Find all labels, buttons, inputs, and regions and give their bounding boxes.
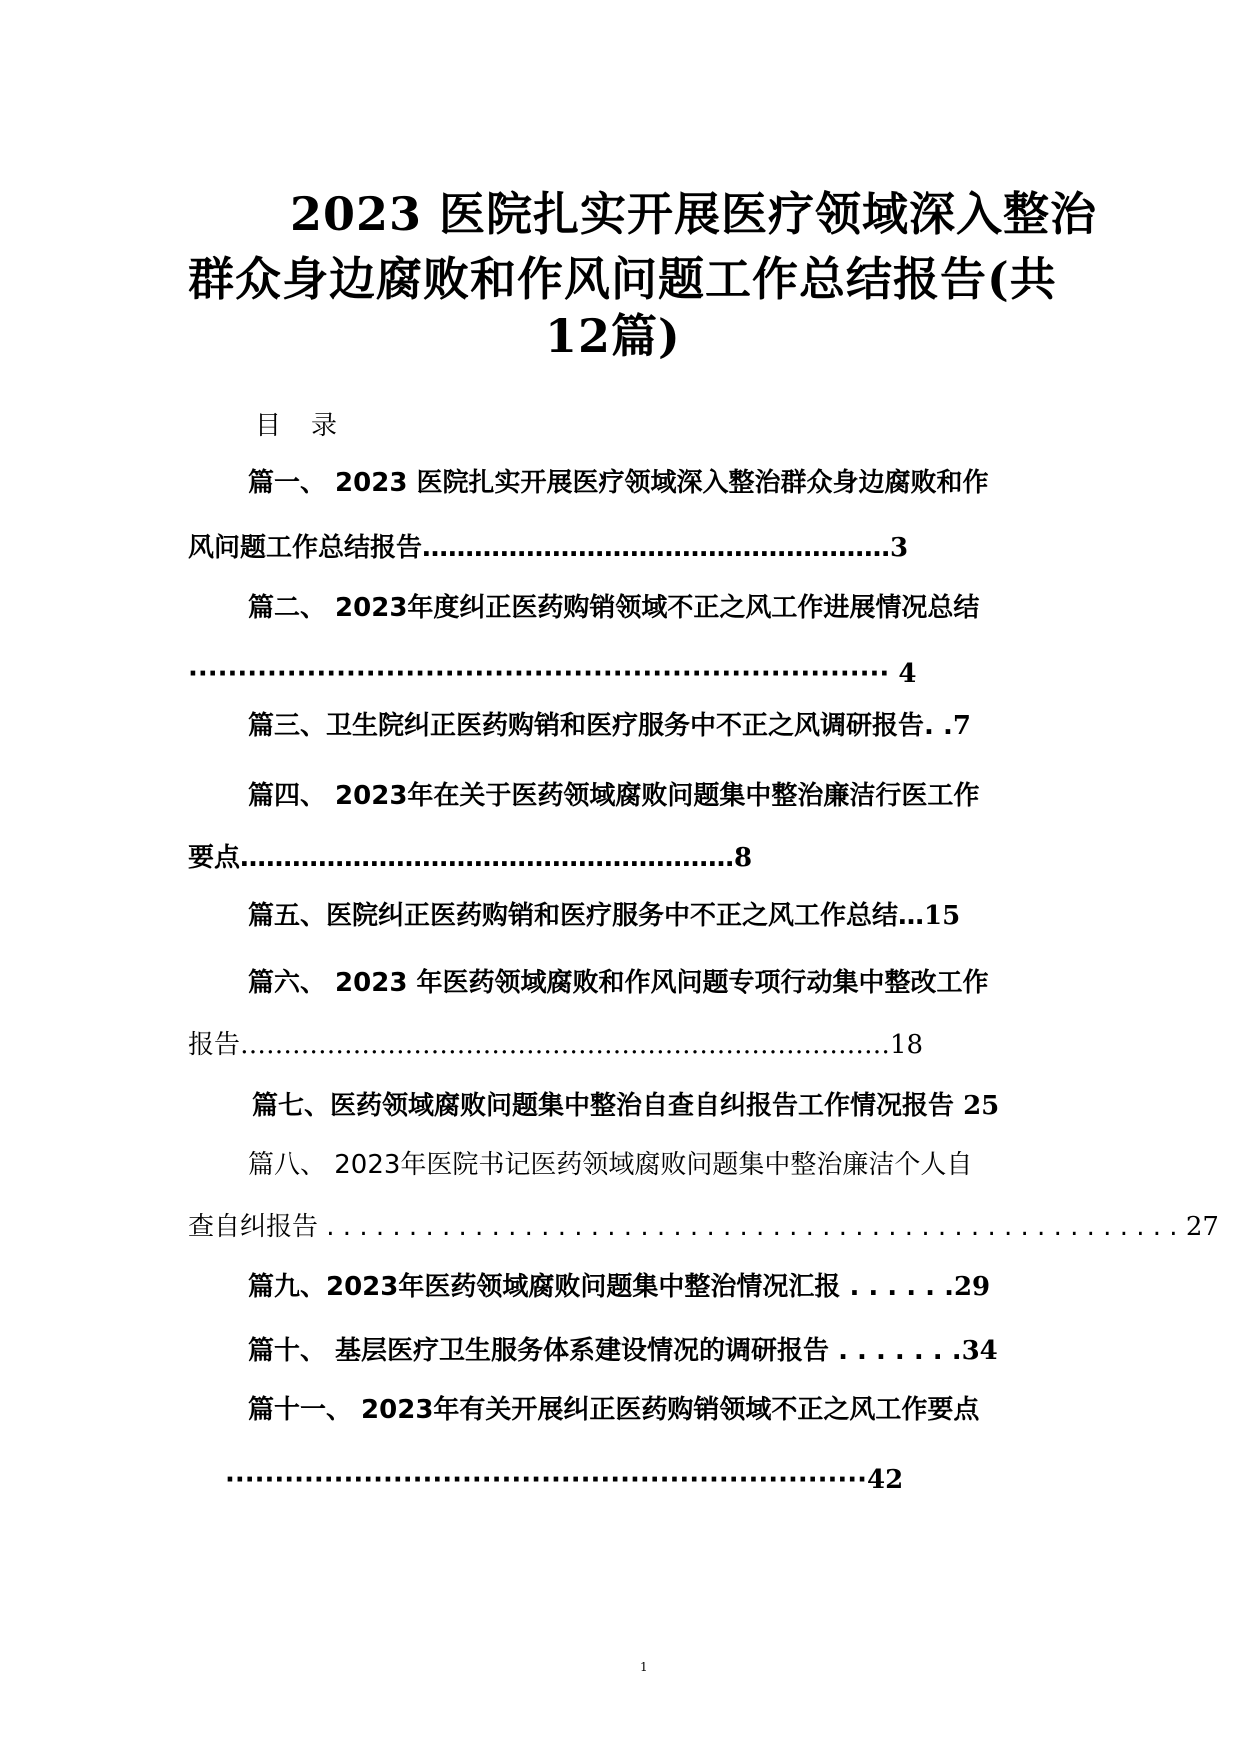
toc-heading: 目录 — [255, 411, 368, 441]
toc-entry-10[interactable] — [248, 1334, 998, 1368]
toc-entry-9[interactable] — [248, 1270, 990, 1304]
toc-entry-1-line-2[interactable] — [188, 531, 908, 565]
toc-page-number: 42 — [867, 1465, 904, 1495]
leader-dots: . . — [924, 711, 953, 741]
toc-entry-text: 篇八、 2023年医院书记医药领域腐败问题集中整治廉洁个人自 — [248, 1150, 973, 1180]
toc-entry-6-line-1[interactable] — [248, 966, 988, 1000]
leader-dots: ································································· — [225, 1465, 868, 1495]
toc-entry-6-line-2[interactable] — [188, 1028, 923, 1062]
toc-entry-text: 篇十、 基层医疗卫生服务体系建设情况的调研报告 — [248, 1336, 830, 1366]
toc-page-number: 18 — [890, 1030, 924, 1060]
toc-entry-text: 篇十一、 2023年有关开展纠正医药购销领域不正之风工作要点 — [248, 1395, 980, 1425]
toc-entry-text: 查自纠报告 — [188, 1212, 319, 1242]
toc-page-number: 7 — [952, 711, 971, 741]
page-footer-number: 1 — [640, 1660, 648, 1674]
toc-entry-7[interactable] — [252, 1089, 999, 1123]
toc-page-number: 3 — [890, 533, 909, 563]
toc-entry-8-line-1[interactable] — [248, 1148, 972, 1182]
leader-dots: … — [898, 901, 925, 931]
toc-entry-4-line-1[interactable] — [248, 779, 979, 813]
toc-entry-text: 篇七、医药领域腐败问题集中整治自查自纠报告工作情况报告 — [252, 1091, 955, 1121]
toc-page-number: 4 — [898, 659, 917, 689]
title-line-1: 2023 医院扎实开展医疗领域深入整治 — [290, 187, 1098, 241]
toc-entry-text: 篇二、 2023年度纠正医药购销领域不正之风工作进展情况总结 — [248, 593, 980, 623]
toc-entry-2-line-2[interactable] — [188, 657, 916, 691]
leader-dots: ······································································· — [188, 659, 890, 689]
toc-entry-text: 篇四、 2023年在关于医药领域腐败问题集中整治廉洁行医工作 — [248, 781, 980, 811]
toc-entry-1-line-1[interactable] — [248, 466, 988, 500]
toc-entry-text: 篇六、 2023 年医药领域腐败和作风问题专项行动集中整改工作 — [248, 968, 989, 998]
leader-dots: ……………………………………………… — [422, 533, 891, 563]
leader-dots: . . . . . . . . . . . . . . . . . . . . . . . . . . . . . . . . . . . . . . . . . . . . . . . . . . . . — [326, 1212, 1178, 1242]
toc-entry-text: 篇三、卫生院纠正医药购销和医疗服务中不正之风调研报告 — [248, 711, 925, 741]
toc-page-number: 8 — [734, 843, 753, 873]
toc-page-number: 25 — [963, 1091, 1000, 1121]
toc-entry-text: 报告 — [188, 1030, 241, 1060]
toc-entry-text: 篇九、2023年医药领域腐败问题集中整治情况汇报 — [248, 1272, 841, 1302]
leader-dots: . . . . . . — [849, 1272, 954, 1302]
toc-entry-text: 篇五、医院纠正医药购销和医疗服务中不正之风工作总结 — [248, 901, 899, 931]
toc-entry-text: 风问题工作总结报告 — [188, 533, 423, 563]
toc-page-number: 27 — [1185, 1212, 1219, 1242]
leader-dots: ………………………………………………… — [240, 843, 735, 873]
toc-page-number: 29 — [953, 1272, 991, 1302]
title-line-2: 群众身边腐败和作风问题工作总结报告(共 — [188, 252, 1057, 306]
toc-entry-text: 篇一、 2023 医院扎实开展医疗领域深入整治群众身边腐败和作 — [248, 468, 989, 498]
toc-entry-11-line-1[interactable] — [248, 1393, 979, 1427]
leader-dots: . . . . . . . — [838, 1336, 962, 1366]
toc-entry-4-line-2[interactable] — [188, 841, 752, 875]
toc-page-number: 34 — [961, 1336, 998, 1366]
title-line-3: 12篇) — [545, 309, 681, 363]
toc-entry-text: 要点 — [188, 843, 241, 873]
toc-entry-5[interactable] — [248, 899, 960, 933]
toc-entry-3[interactable] — [248, 709, 971, 743]
toc-entry-11-line-2[interactable] — [225, 1463, 903, 1497]
toc-page-number: 15 — [924, 901, 961, 931]
toc-entry-2-line-1[interactable] — [248, 591, 979, 625]
toc-entry-8-line-2[interactable] — [188, 1210, 1219, 1244]
leader-dots: ………………………………………………………………… — [240, 1030, 891, 1060]
